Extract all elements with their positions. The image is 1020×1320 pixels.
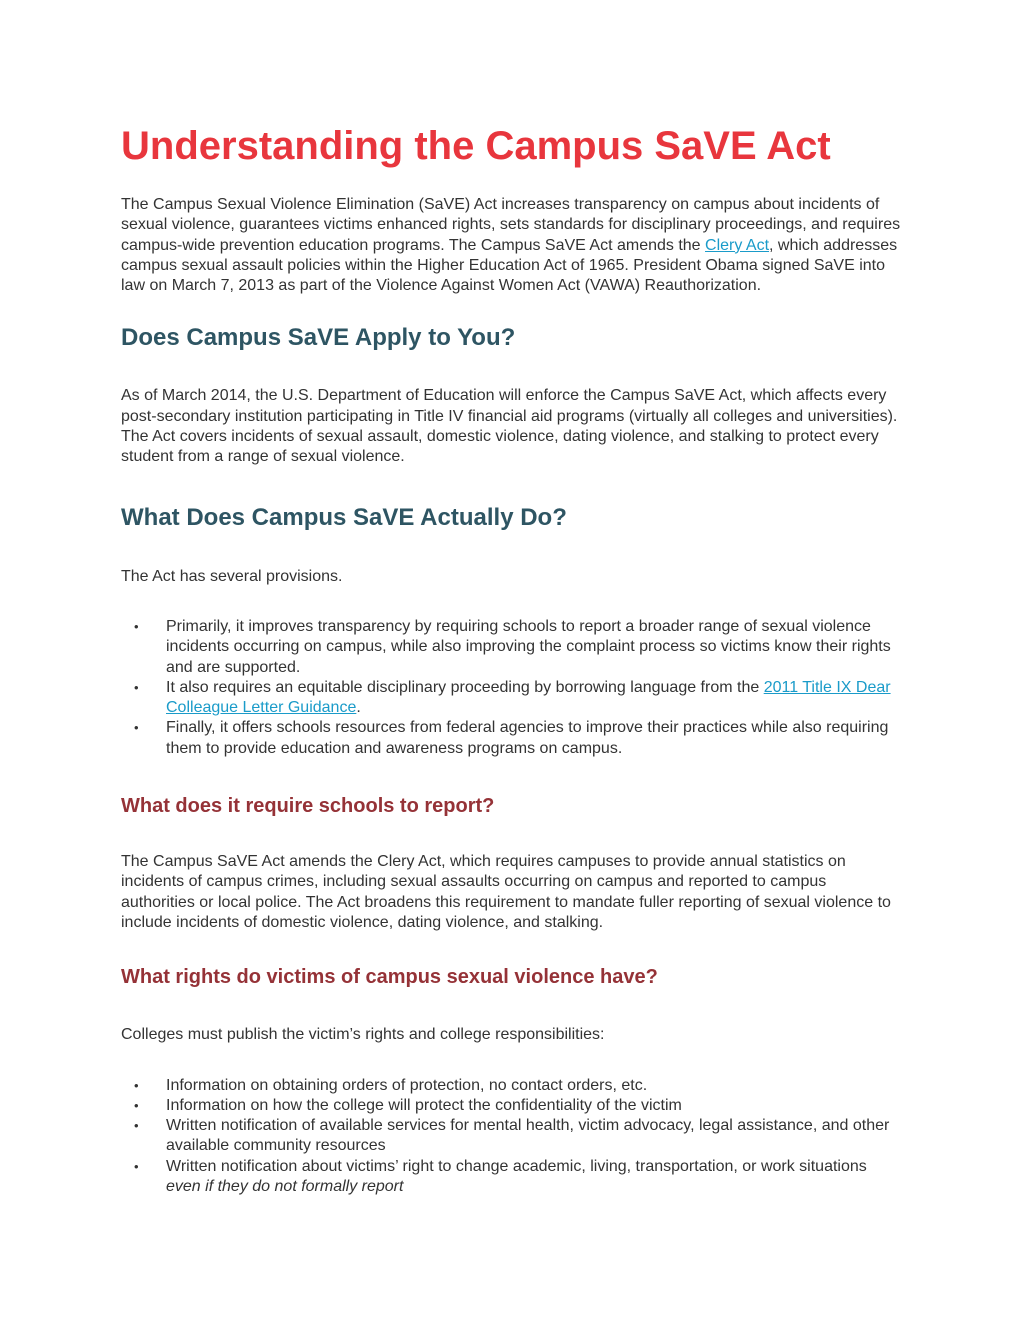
section-heading-rights: What rights do victims of campus sexual violence have? <box>121 966 658 989</box>
intro-paragraph <box>121 195 901 296</box>
list-item: • Information on obtaining orders of protection, no contact orders, etc. <box>166 1076 901 1096</box>
provisions-list <box>121 617 901 759</box>
provisions-intro: The Act has several provisions. <box>121 567 343 585</box>
clery-act-link[interactable]: Clery Act <box>705 236 770 254</box>
bullet-icon: • <box>134 679 139 695</box>
bullet-icon: • <box>134 720 139 736</box>
section-apply-body: As of March 2014, the U.S. Department of Education will enforce the Campus SaVE Act, which affects every post-secondary institution participating in Title IV financial aid programs (virtually all colleges and universities). The Act covers incidents of sexual assault, domestic violence, dating violence, and stalking to protect every student from a range of sexual violence. <box>121 387 898 466</box>
section-heading-apply: Does Campus SaVE Apply to You? <box>121 324 516 352</box>
bullet-icon: • <box>134 618 139 634</box>
rights-intro: Colleges must publish the victim’s rights and college responsibilities: <box>121 1026 605 1044</box>
section-heading-actually-do: What Does Campus SaVE Actually Do? <box>121 503 567 531</box>
section-heading-report: What does it require schools to report? <box>121 795 495 818</box>
intro-text-2: , which addresses campus sexual assault policies within the Higher Education Act of 1965. President Obama signed SaVE into law on March 7, 2013 as part of the Violence Against Women Act (VAWA) Reauthorization. <box>121 236 898 295</box>
rights-list <box>121 1076 901 1198</box>
list-item: • Information on how the college will protect the confidentiality of the victim <box>166 1096 901 1116</box>
bullet-icon: • <box>134 1097 139 1113</box>
page-title: Understanding the Campus SaVE Act <box>121 124 831 168</box>
bullet-icon: • <box>134 1077 139 1093</box>
emphasis-text: even if they do not formally report <box>166 1178 404 1196</box>
list-item: • Primarily, it improves transparency by requiring schools to report a broader range of sexual violence incidents occurring on campus, while also improving the complaint process so victims know their rights and are supported. <box>134 617 891 676</box>
list-item: • Finally, it offers schools resources from federal agencies to improve their practices while also requiring them to provide education and awareness programs on campus. <box>134 719 889 757</box>
section-report-body: The Campus SaVE Act amends the Clery Act, which requires campuses to provide annual statistics on incidents of campus crimes, including sexual assaults occurring on campus and reported to campus authorities or local police. The Act broadens this requirement to mandate fuller reporting of sexual violence to include incidents of domestic violence, dating violence, and stalking. <box>121 853 891 931</box>
list-item: • Written notification of available services for mental health, victim advocacy, legal assistance, and other available community resources <box>134 1117 890 1155</box>
intro-text-1: The Campus Sexual Violence Elimination (SaVE) Act increases transparency on campus about incidents of sexual violence, guarantees victims enhanced rights, sets standards for disciplinary proceedings, and requires campus-wide prevention education programs. The Campus SaVE Act amends the <box>121 196 901 254</box>
list-item: • Written notification about victims’ right to change academic, living, transportation, or work situations even if they do not formally report <box>134 1157 867 1196</box>
article <box>121 118 901 1197</box>
list-item: • It also requires an equitable disciplinary proceeding by borrowing language from the 2011 Title IX Dear Colleague Letter Guidance. <box>134 678 891 717</box>
bullet-icon: • <box>134 1118 139 1134</box>
bullet-icon: • <box>134 1158 139 1174</box>
title-ix-guidance-link[interactable]: 2011 Title IX Dear Colleague Letter Guidance <box>166 678 891 717</box>
